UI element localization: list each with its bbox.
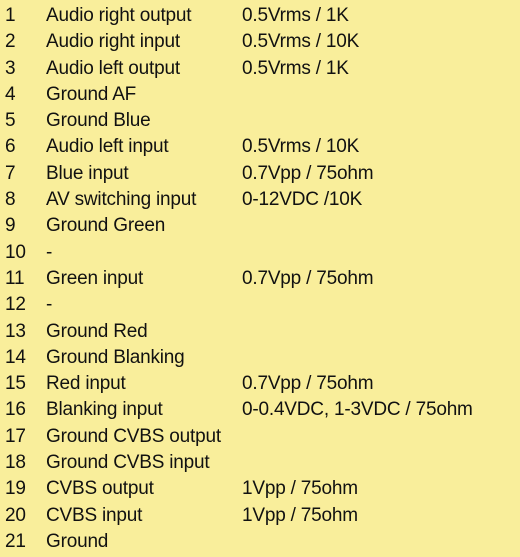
pin-name: Ground CVBS output (46, 425, 221, 447)
pin-row (0, 29, 520, 55)
pin-name: CVBS input (46, 504, 143, 526)
pin-row (0, 213, 520, 239)
pin-name: CVBS output (46, 478, 154, 500)
pin-spec: 0.7Vpp / 75ohm (242, 373, 374, 395)
pin-row (0, 503, 520, 529)
pin-spec: 0.5Vrms / 1K (242, 57, 349, 79)
pin-row (0, 108, 520, 134)
pin-number: 12 (5, 294, 26, 316)
pin-number: 1 (5, 5, 16, 26)
pin-name: Audio left output (46, 57, 180, 79)
pin-spec: 0.7Vpp / 75ohm (242, 267, 374, 289)
pin-row (0, 82, 520, 108)
pin-spec: 1Vpp / 75ohm (242, 478, 358, 500)
pin-number: 9 (5, 215, 16, 237)
pin-spec: 0.5Vrms / 10K (242, 136, 360, 158)
pin-name: Ground Red (46, 320, 148, 342)
pin-name: Ground Blue (46, 110, 151, 132)
pin-number: 19 (5, 478, 26, 500)
pin-number: 8 (5, 189, 16, 211)
pin-number: 13 (5, 320, 26, 342)
pin-name: Blue input (46, 162, 129, 184)
pin-name: Audio right input (46, 31, 180, 53)
pin-row (0, 476, 520, 502)
pin-name: Green input (46, 267, 144, 289)
pin-row (0, 3, 520, 29)
pin-row (0, 266, 520, 292)
pin-name: Ground AF (46, 83, 137, 105)
pin-row (0, 319, 520, 345)
pin-name: - (46, 294, 53, 316)
pin-row (0, 371, 520, 397)
pinout-table (0, 3, 520, 555)
pin-row (0, 345, 520, 371)
pin-row (0, 161, 520, 187)
pin-row (0, 450, 520, 476)
pin-row (0, 240, 520, 266)
pin-row (0, 529, 520, 555)
pin-number: 10 (5, 241, 26, 263)
pin-spec: 0.5Vrms / 1K (242, 5, 349, 26)
pin-name: AV switching input (46, 189, 197, 211)
pin-number: 5 (5, 110, 16, 132)
pin-name: Audio right output (46, 5, 192, 26)
pin-spec: 0-12VDC /10K (242, 189, 363, 211)
pin-number: 15 (5, 373, 26, 395)
pin-number: 11 (5, 267, 25, 289)
pin-name: Ground (46, 530, 109, 552)
pin-spec: 0.7Vpp / 75ohm (242, 162, 374, 184)
pin-number: 14 (5, 346, 26, 368)
pin-name: Ground CVBS input (46, 452, 210, 474)
pin-number: 20 (5, 504, 26, 526)
pin-name: Red input (46, 373, 126, 395)
pin-name: - (46, 241, 53, 263)
pin-row (0, 187, 520, 213)
pin-row (0, 292, 520, 318)
pin-spec: 1Vpp / 75ohm (242, 504, 358, 526)
pin-number: 7 (5, 162, 16, 184)
pin-row (0, 397, 520, 423)
pin-name: Blanking input (46, 399, 163, 421)
pin-number: 16 (5, 399, 26, 421)
pin-row (0, 56, 520, 82)
pin-row (0, 424, 520, 450)
pin-number: 6 (5, 136, 16, 158)
pin-number: 18 (5, 452, 26, 474)
pin-number: 21 (5, 530, 26, 552)
pin-spec: 0.5Vrms / 10K (242, 31, 360, 53)
pin-number: 4 (5, 83, 16, 105)
pin-number: 17 (5, 425, 26, 447)
pin-number: 2 (5, 31, 16, 53)
pin-name: Ground Green (46, 215, 166, 237)
pin-row (0, 134, 520, 160)
pin-number: 3 (5, 57, 16, 79)
pin-name: Ground Blanking (46, 346, 185, 368)
pin-spec: 0-0.4VDC, 1-3VDC / 75ohm (242, 399, 473, 421)
pin-name: Audio left input (46, 136, 169, 158)
